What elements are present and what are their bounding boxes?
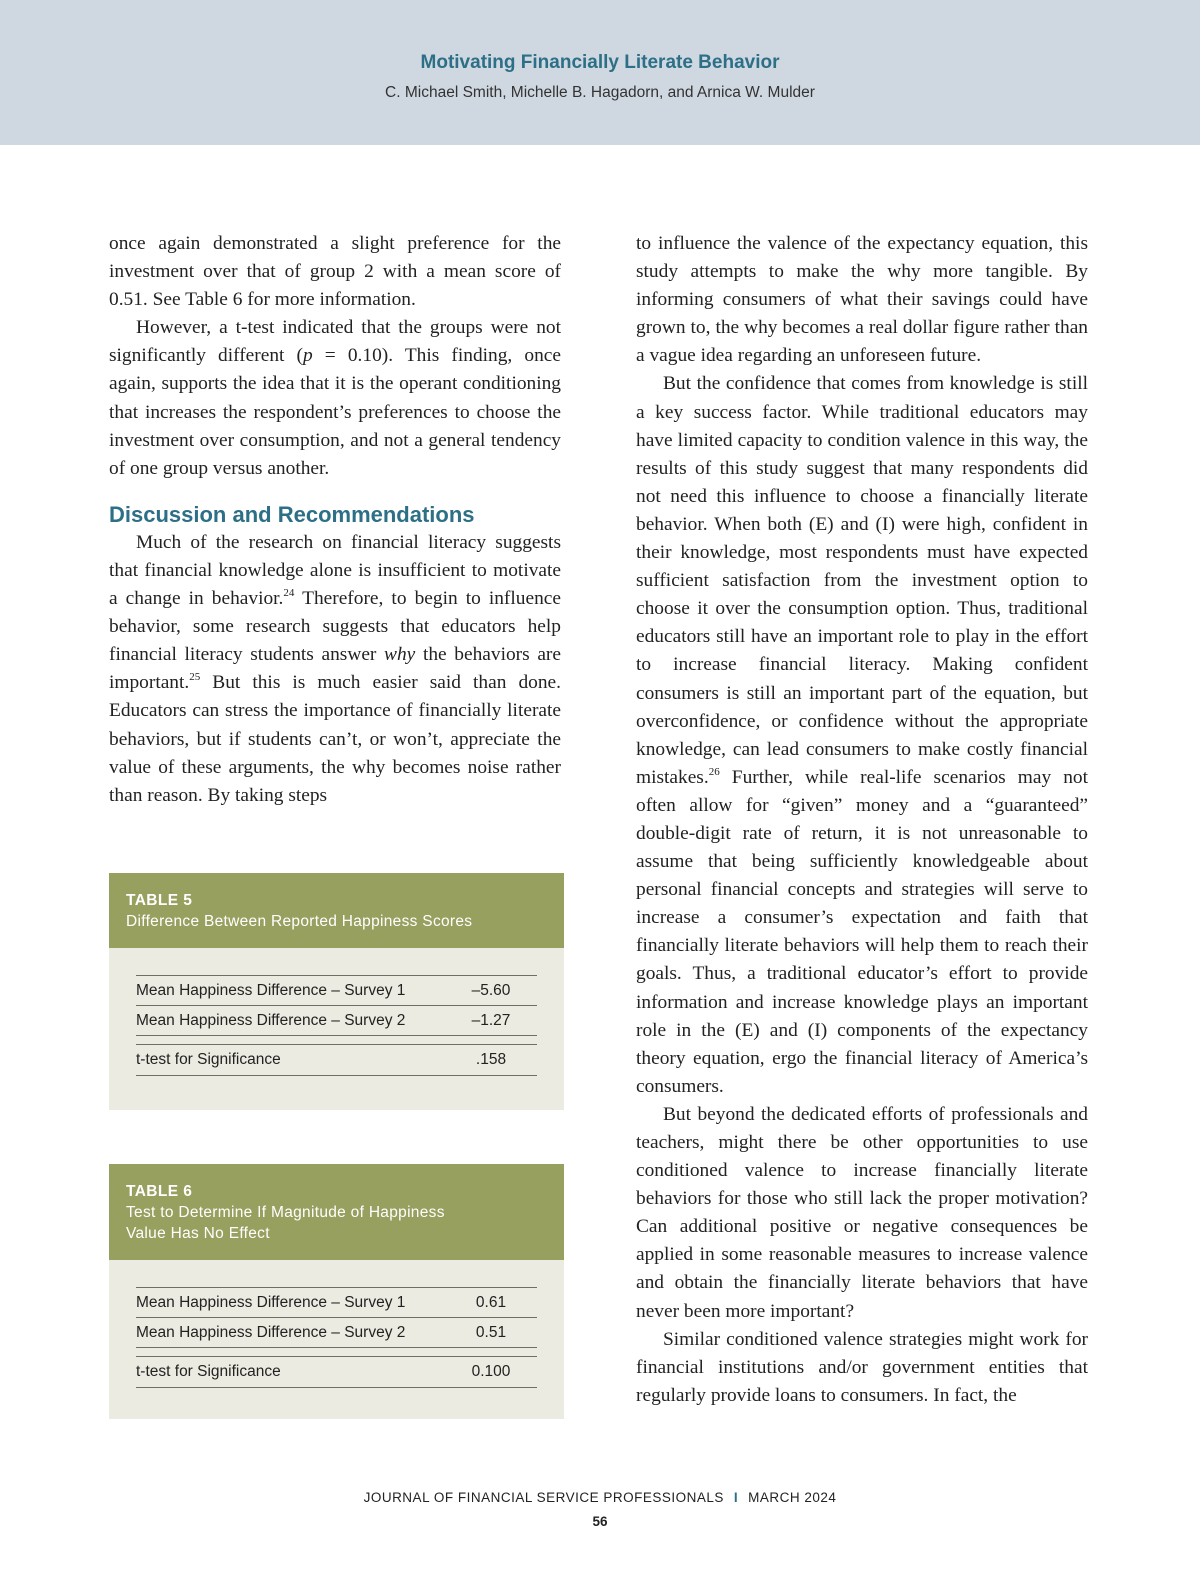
table-caption: Test to Determine If Magnitude of Happiness — [126, 1204, 445, 1221]
paragraph-text: But this is much easier said than done. Educators can stress the importance of financially literate behaviors, but if students can’t, or won’t, appreciate the value of these arguments, the why becomes noise rather than reason. By taking steps — [109, 672, 561, 806]
journal-name: JOURNAL OF FINANCIAL SERVICE PROFESSIONALS — [363, 1490, 724, 1505]
table-row — [136, 1044, 537, 1076]
paragraph-text: Much of the research on financial literacy suggests that financial knowledge alone is insufficient to motivate a change in behavior. — [109, 531, 561, 610]
paragraph: Similar conditioned valence strategies might work for financial institutions and/or government entities that regularly provide loans to consumers. In fact, the — [636, 1328, 1088, 1406]
table-row — [136, 975, 537, 1006]
table-6 — [109, 1164, 564, 1419]
paragraph — [636, 370, 1088, 1100]
paragraph-text: However, a t-test indicated that the groups were not significantly different ( — [109, 317, 561, 367]
paragraph: to influence the valence of the expectancy equation, this study attempts to make the why more tangible. By informing consumers of what their savings could have grown to, the why becomes a real dollar figure rather than a vague idea regarding an unforeseen future. — [636, 233, 1088, 367]
running-title: Motivating Financially Literate Behavior — [420, 52, 780, 73]
table-header — [109, 1164, 564, 1260]
paragraph-text: why — [384, 644, 416, 666]
running-authors: C. Michael Smith, Michelle B. Hagadorn, and Arnica W. Mulder — [385, 84, 815, 101]
page-number: 56 — [592, 1514, 608, 1529]
paragraph-text: Therefore, to begin to influence behavior, some research suggests that educators help financial literacy students answer — [109, 588, 561, 666]
paragraph-text: p — [303, 345, 313, 367]
table-header — [109, 873, 564, 948]
row-label: Mean Happiness Difference – Survey 2 — [136, 1323, 406, 1341]
row-value: –1.27 — [471, 1011, 511, 1029]
table-label: TABLE 6 — [126, 1183, 193, 1200]
row-label: Mean Happiness Difference – Survey 2 — [136, 1011, 406, 1029]
footnote-ref: 26 — [708, 765, 720, 778]
row-label: Mean Happiness Difference – Survey 1 — [136, 1293, 406, 1311]
row-value: –5.60 — [471, 981, 511, 999]
footnote-ref: 25 — [189, 671, 201, 684]
footnote-ref: 24 — [283, 587, 295, 600]
table-row — [136, 1287, 537, 1318]
table-5 — [109, 873, 564, 1110]
row-label: Mean Happiness Difference – Survey 1 — [136, 981, 406, 999]
issue-date: MARCH 2024 — [748, 1490, 837, 1505]
paragraph — [109, 314, 561, 483]
footer-separator: I — [733, 1490, 739, 1505]
row-label: t-test for Significance — [136, 1051, 281, 1068]
row-value: .158 — [475, 1051, 507, 1068]
right-column — [636, 230, 1088, 1410]
section-heading: Discussion and Recommendations — [109, 501, 475, 527]
page-footer — [0, 1490, 1200, 1505]
table-caption: Difference Between Reported Happiness Scores — [126, 913, 473, 930]
row-value: 0.61 — [475, 1293, 507, 1311]
paragraph: once again demonstrated a slight preference for the investment over that of group 2 with a mean score of 0.51. See Table 6 for more information. — [109, 233, 561, 311]
paragraph-text: = 0.10). This finding, once again, supports the idea that it is the operant conditioning that increases the respondent’s preferences to choose the investment over consumption, and not a general tendency of one group versus another. — [109, 345, 561, 479]
paragraph: But beyond the dedicated efforts of professionals and teachers, might there be other opportunities to use conditioned valence to increase financially literate behaviors for those who still lack the proper motivation? Can additional positive or negative consequences be applied in some reasonable measures to increase valence and obtain the financially literate behaviors that have never been more important? — [636, 1103, 1088, 1322]
left-column — [109, 230, 561, 810]
row-value: 0.51 — [475, 1323, 507, 1341]
paragraph-text: But the confidence that comes from knowledge is still a key success factor. While traditional educators may have limited capacity to condition valence in this way, the results of this study suggest that many respondents did not need this influence to choose a financially literate behavior. When both (E) and (I) were high, confident in their knowledge, most respondents must have expected sufficient satisfaction from the investment option to choose it over the consumption option. Thus, traditional educators still have an important role to play in the effort to increase financial literacy. Making confident consumers is still an important part of the equation, but overconfidence, or confidence without the appropriate knowledge, can lead consumers to make costly financial mistakes. — [636, 373, 1088, 788]
table-label: TABLE 5 — [126, 892, 193, 909]
table-row — [136, 1356, 537, 1388]
paragraph — [109, 529, 561, 810]
table-caption: Value Has No Effect — [126, 1225, 270, 1242]
page-header — [0, 0, 1200, 145]
table-row — [136, 1318, 537, 1348]
paragraph-text: the behaviors are important. — [109, 644, 561, 694]
table-row — [136, 1006, 537, 1036]
paragraph-text: Further, while real-life scenarios may not often allow for “given” money and a “guaranteed” double-digit rate of return, it is not unreasonable to assume that being sufficiently knowledgeable about personal financial concepts and strategies will serve to increase a consumer’s expectation and faith that financially literate behaviors will help them to reach their goals. Thus, a traditional educator’s effort to provide information and increase knowledge plays an important role in the (E) and (I) components of the expectancy theory equation, ergo the financial literacy of America’s consumers. — [636, 766, 1088, 1097]
row-value: 0.100 — [471, 1363, 511, 1380]
row-label: t-test for Significance — [136, 1363, 281, 1380]
